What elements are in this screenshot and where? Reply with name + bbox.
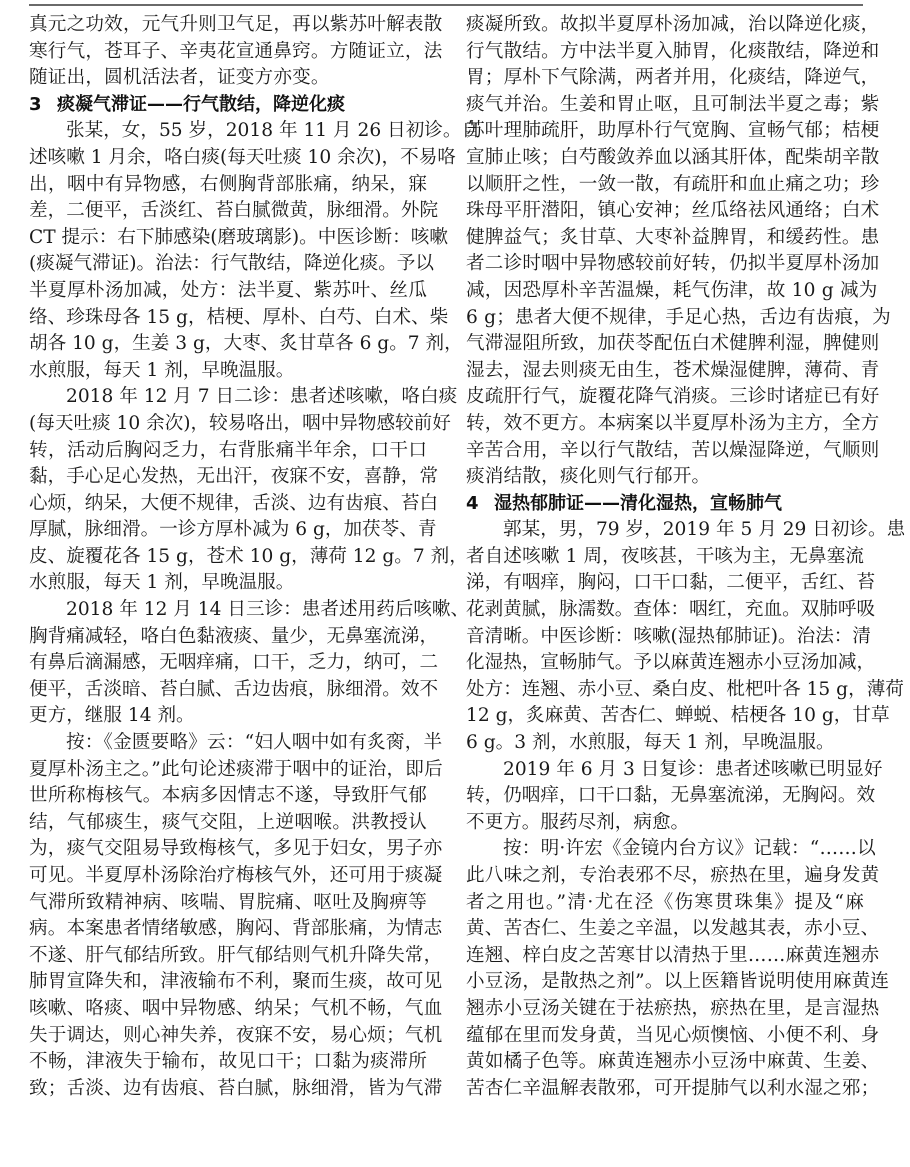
text-line: 夏厚朴汤主之。”此句论述痰滞于咽中的证治，即后: [29, 758, 443, 780]
text-line: 黄、苦杏仁、生姜之辛温，以发越其表，赤小豆、: [466, 918, 880, 940]
text-line: 小豆汤，是散热之剂”。以上医籍皆说明使用麻黄连: [466, 971, 890, 993]
text-line: 转，仍咽痒，口干口黏，无鼻塞流涕，无胸闷。效: [466, 785, 876, 807]
text-line: 心烦，纳呆，大便不规律，舌淡、边有齿痕、苔白: [29, 492, 439, 514]
text-line: 更方，继服 14 剂。: [29, 705, 195, 727]
text-line: 气滞湿阻所致，加茯苓配伍白术健脾利湿，脾健则: [466, 333, 880, 355]
text-line: 宣肺止咳；白芍酸敛养血以涵其肝体，配柴胡辛散: [466, 146, 880, 168]
text-line: 翘赤小豆汤关键在于祛瘀热，瘀热在里，是言湿热: [466, 997, 880, 1019]
text-line: 肺胃宣降失和，津液输布不利，聚而生痰，故可见: [29, 971, 443, 993]
text-line: 减，因恐厚朴辛苦温燥，耗气伤津，故 10 g 减为: [466, 279, 878, 301]
text-line: 寒行气，苍耳子、辛夷花宣通鼻窍。方随证立，法: [29, 40, 443, 62]
text-line: 络、珍珠母各 15 g，桔梗、厚朴、白芍、白术、柴: [29, 306, 449, 328]
text-line: 蕴郁在里而发身黄，当见心烦懊恼、小便不利、身: [466, 1024, 880, 1046]
section-heading: [29, 92, 427, 119]
text-line: 随证出，圆机活法者，证变方亦变。: [29, 67, 330, 89]
text-line: 珠母平肝潜阳，镇心安神；丝瓜络祛风通络；白术: [466, 200, 880, 222]
section-title: 湿热郁肺证——清化湿热，宣畅肺气: [494, 492, 782, 514]
text-line: 胃；厚朴下气除满，两者并用，化痰结，降逆气，: [466, 67, 880, 89]
text-line: 差，二便平，舌淡红、苔白腻微黄，脉细滑。外院: [29, 200, 439, 222]
text-line: (每天吐痰 10 余次)，较易咯出，咽中异物感较前好: [29, 412, 451, 434]
text-line: 失于调达，则心神失养，夜寐不安，易心烦；气机: [29, 1024, 443, 1046]
section-number: 3: [29, 93, 42, 115]
text-line: 花剥黄腻，脉濡数。查体：咽红，充血。双肺呼吸: [466, 599, 876, 621]
text-line: 病。本案患者情绪敏感，胸闷、背部胀痛，为情志: [29, 918, 443, 940]
text-line: 苦杏仁辛温解表散邪，可开提肺气以利水湿之邪；: [466, 1077, 880, 1099]
text-line: 处方：连翘、赤小豆、桑白皮、枇杷叶各 15 g，薄荷: [466, 678, 904, 700]
text-line: 以顺肝之性，一敛一散，有疏肝和血止痛之功；珍: [466, 173, 880, 195]
text-line: 湿去，湿去则痰无由生，苍术燥湿健脾，薄荷、青: [466, 359, 880, 381]
text-line: 半夏厚朴汤加减，处方：法半夏、紫苏叶、丝瓜: [29, 279, 427, 301]
section-heading: [466, 491, 864, 518]
text-line: 水煎服，每天 1 剂，早晚温服。: [29, 359, 295, 381]
text-line: 行气散结。方中法半夏入肺胃，化痰散结，降逆和: [466, 40, 880, 62]
text-line: 述咳嗽 1 月余，咯白痰(每天吐痰 10 余次)，不易咯: [29, 146, 456, 168]
text-line: 黏，手心足心发热，无出汗，夜寐不安，喜静，常: [29, 466, 439, 488]
text-line: 痰消结散，痰化则气行郁开。: [466, 466, 711, 488]
text-line: CT 提示：右下肺感染(磨玻璃影)。中医诊断：咳嗽: [29, 226, 448, 248]
text-line: 2019 年 6 月 3 日复诊：患者述咳嗽已明显好: [503, 758, 883, 780]
text-line: 皮疏肝行气，旋覆花降气消痰。三诊时诸症已有好: [466, 386, 880, 408]
text-line: 化湿热，宣畅肺气。予以麻黄连翘赤小豆汤加减，: [466, 652, 876, 674]
text-line: 为，痰气交阻易导致梅核气，多见于妇女，男子亦: [29, 838, 443, 860]
text-line: 胸背痛减轻，咯白色黏液痰、量少，无鼻塞流涕，: [29, 625, 439, 647]
text-line: 按：《金匮要略》云：“妇人咽中如有炙脔，半: [66, 732, 443, 754]
text-line: 可见。半夏厚朴汤除治疗梅核气外，还可用于痰凝: [29, 865, 443, 886]
text-line: 世所称梅核气。本病多因情志不遂，导致肝气郁: [29, 785, 427, 807]
text-line: 转，活动后胸闷乏力，右背胀痛半年余，口干口: [29, 439, 427, 461]
text-line: 辛苦合用，辛以行气散结，苦以燥湿降逆，气顺则: [466, 439, 880, 461]
text-line: 痰气并治。生姜和胃止呕，且可制法半夏之毒；紫: [466, 93, 880, 115]
text-line: 按：明·许宏《金镜内台方议》记载：“……以: [503, 838, 876, 860]
text-line: 此八味之剂，专治表邪不尽，瘀热在里，遍身发黄: [466, 865, 880, 886]
text-line: 致；舌淡、边有齿痕、苔白腻，脉细滑，皆为气滞: [29, 1077, 443, 1099]
text-line: 痰凝所致。故拟半夏厚朴汤加减，治以降逆化痰，: [466, 14, 880, 35]
text-line: 厚腻，脉细滑。一诊方厚朴减为 6 g，加茯苓、青: [29, 519, 437, 541]
text-line: 涕，有咽痒，胸闷，口干口黏，二便平，舌红、苔: [466, 572, 876, 594]
text-line: 苏叶理肺疏肝，助厚朴行气宽胸、宣畅气郁；桔梗: [466, 120, 880, 142]
header-rule: [29, 4, 863, 6]
text-line: 者二诊时咽中异物感较前好转，仍拟半夏厚朴汤加: [466, 253, 880, 275]
text-line: 不遂、肝气郁结所致。肝气郁结则气机升降失常，: [29, 944, 443, 966]
text-line: 胡各 10 g，生姜 3 g，大枣、炙甘草各 6 g。7 剂，: [29, 333, 463, 355]
section-title: 痰凝气滞证——行气散结，降逆化痰: [57, 93, 345, 115]
text-line: 音清晰。中医诊断：咳嗽(湿热郁肺证)。治法：清: [466, 625, 871, 647]
text-line: (痰凝气滞证)。治法：行气散结，降逆化痰。予以: [29, 253, 434, 275]
left-column: [29, 12, 481, 1102]
text-line: 不更方。服药尽剂，病愈。: [466, 811, 690, 833]
text-line: 郭某，男，79 岁，2019 年 5 月 29 日初诊。患: [503, 519, 906, 541]
text-line: 者之用也。”清·尤在泾《伤寒贯珠集》提及“麻: [466, 891, 864, 913]
text-line: 12 g，炙麻黄、苦杏仁、蝉蜕、桔梗各 10 g，甘草: [466, 705, 890, 727]
text-line: 6 g。3 剂，水煎服，每天 1 剂，早晚温服。: [466, 732, 835, 754]
text-line: 便平，舌淡暗、苔白腻、舌边齿痕，脉细滑。效不: [29, 678, 439, 700]
text-line: 黄如橘子色等。麻黄连翘赤小豆汤中麻黄、生姜、: [466, 1051, 880, 1073]
text-line: 2018 年 12 月 7 日二诊：患者述咳嗽，咯白痰: [66, 386, 458, 408]
text-line: 气滞所致精神病、咳喘、胃脘痛、呕吐及胸痹等: [29, 891, 427, 913]
text-line: 连翘、梓白皮之苦寒甘以清热于里……麻黄连翘赤: [466, 944, 880, 966]
text-line: 转，效不更方。本病案以半夏厚朴汤为主方，全方: [466, 412, 880, 434]
text-line: 水煎服，每天 1 剂，早晚温服。: [29, 572, 295, 594]
text-line: 真元之功效，元气升则卫气足，再以紫苏叶解表散: [29, 14, 443, 35]
text-line: 出，咽中有异物感，右侧胸背部胀痛，纳呆，寐: [29, 173, 427, 195]
right-column: [466, 12, 906, 1102]
text-line: 健脾益气；炙甘草、大枣补益脾胃，和缓药性。患: [466, 226, 880, 248]
text-line: 不畅，津液失于输布，故见口干；口黏为痰滞所: [29, 1051, 427, 1073]
text-line: 6 g；患者大便不规律，手足心热，舌边有齿痕，为: [466, 306, 891, 328]
text-line: 者自述咳嗽 1 周，夜咳甚，干咳为主，无鼻塞流: [466, 545, 864, 567]
section-number: 4: [466, 492, 479, 514]
text-line: 有鼻后滴漏感，无咽痒痛，口干，乏力，纳可，二: [29, 652, 439, 674]
text-line: 2018 年 12 月 14 日三诊：患者述用药后咳嗽、: [66, 599, 470, 621]
text-line: 咳嗽、咯痰、咽中异物感、纳呆；气机不畅，气血: [29, 997, 443, 1019]
text-line: 皮、旋覆花各 15 g，苍术 10 g，薄荷 12 g。7 剂，: [29, 545, 468, 567]
text-line: 张某，女，55 岁，2018 年 11 月 26 日初诊。自: [66, 120, 481, 142]
text-line: 结，气郁痰生，痰气交阻，上逆咽喉。洪教授认: [29, 811, 427, 833]
